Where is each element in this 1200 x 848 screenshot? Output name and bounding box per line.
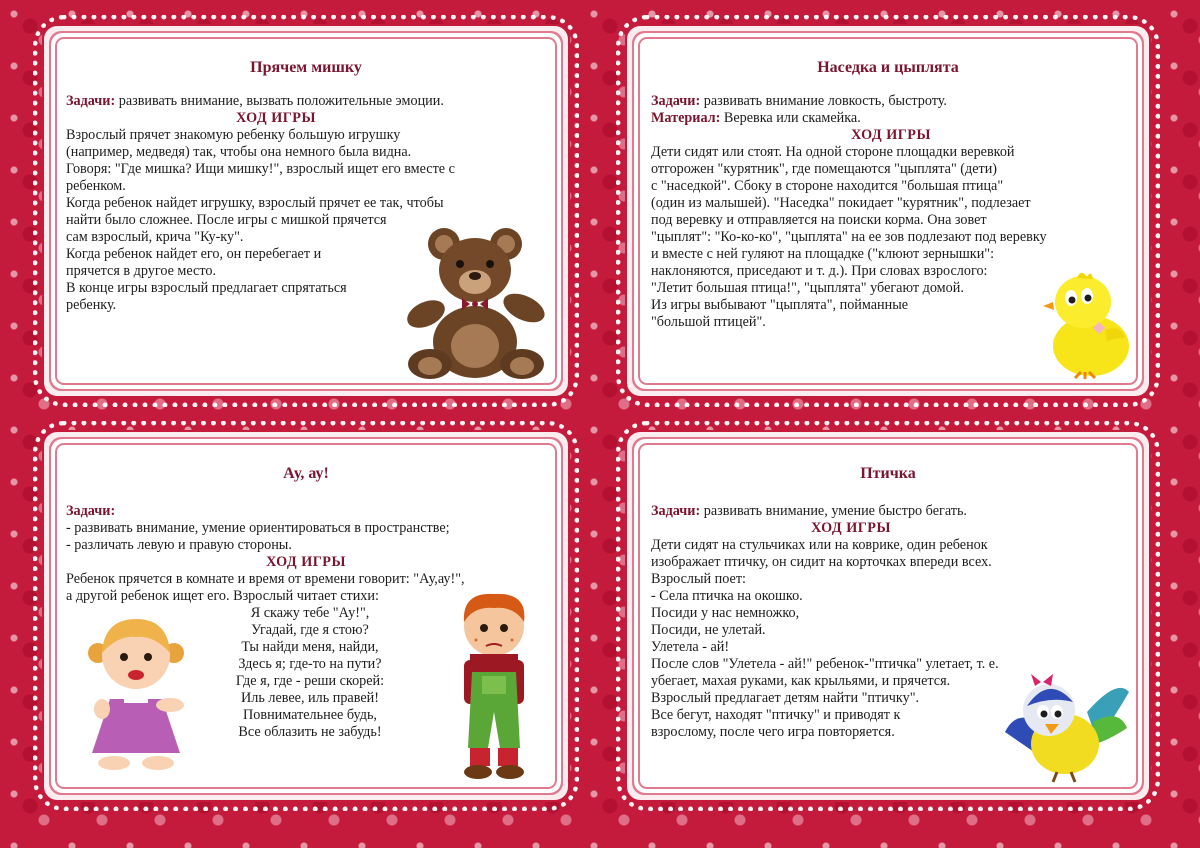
body-line: В конце игры взрослый предлагает спрятаться (66, 280, 347, 296)
tasks-text: развивать внимание, вызвать положительные эмоции. (115, 93, 444, 109)
tasks-text: развивать внимание, умение быстро бегать. (700, 503, 967, 519)
tasks-line (66, 93, 486, 110)
body-line: Дети сидят или стоят. На одной стороне площадки веревкой (651, 144, 1015, 160)
body-line: а другой ребенок ищет его. Взрослый читает стихи: (66, 588, 379, 604)
girl-image (84, 613, 188, 773)
poem-line: Я скажу тебе "Ау!", (250, 605, 370, 621)
body-line: (например, медведя) так, чтобы она немного была видна. (66, 144, 412, 160)
poem-line: Угадай, где я стою? (251, 622, 369, 638)
tasks-line (651, 93, 1131, 110)
poem (210, 605, 410, 741)
body-line: Взрослый прячет знакомую ребенку большую игрушку (66, 127, 401, 143)
body-line: ребенку. (66, 297, 117, 313)
game-progress-heading: ХОД ИГРЫ (266, 554, 346, 570)
body-line: ребенком. (66, 178, 126, 194)
card-title: Птичка (860, 465, 916, 482)
body-line: сам взрослый, крича "Ку-ку". (66, 229, 244, 245)
body-line: под веревку и отправляется на поиски корма. Она зовет (651, 212, 987, 228)
body-line: Взрослый поет: (651, 571, 746, 587)
card-title: Ау, ау! (283, 465, 329, 482)
body-line: наклоняются, приседают и т. д.). При словах взрослого: (651, 263, 988, 279)
body-line: и вместе с ней гуляют на площадке ("клюют зернышки": (651, 246, 995, 262)
body-line: найти было сложнее. После игры с мишкой прячется (66, 212, 387, 228)
body-line: Улетела - ай! (651, 639, 730, 655)
body-line: отгорожен "курятник", где помещаются "цыплята" (дети) (651, 161, 998, 177)
material-text: Веревка или скамейка. (720, 110, 861, 126)
game-progress-heading: ХОД ИГРЫ (851, 127, 931, 143)
material-label: Материал: (651, 110, 721, 126)
poem-line: Иль левее, иль правей! (241, 690, 379, 706)
body-line: Все бегут, находят "птичку" и приводят к (651, 707, 901, 723)
body-line: Ребенок прячется в комнате и время от времени говорит: "Ау,ау!", (66, 571, 465, 587)
tasks-label: Задачи: (66, 93, 116, 109)
boy-image (444, 588, 544, 782)
body-line: взрослому, после чего игра повторяется. (651, 724, 895, 740)
tasks-line (651, 503, 1051, 520)
body-line: Взрослый предлагает детям найти "птичку". (651, 690, 920, 706)
tasks-label: Задачи: (651, 93, 701, 109)
body-line: - Села птичка на окошко. (651, 588, 803, 604)
poem-line: Ты найди меня, найди, (241, 639, 379, 655)
body-line: изображает птичку, он сидит на корточках впереди всех. (651, 554, 992, 570)
game-card-hide-bear (60, 42, 552, 380)
body-line: "цыплят": "Ко-ко-ко", "цыплята" на ее зов подлезают под веревку (651, 229, 1047, 245)
body-line: Говоря: "Где мишка? Ищи мишку!", взрослый ищет его вместе с (66, 161, 455, 177)
game-card-bird (643, 448, 1133, 784)
body-line: После слов "Улетела - ай!" ребенок-"птичка" улетает, т. е. (651, 656, 999, 672)
tasks-text: развивать внимание ловкость, быстроту. (700, 93, 947, 109)
body-line: "большой птицей". (651, 314, 766, 330)
task-item: - развивать внимание, умение ориентироваться в пространстве; (66, 520, 450, 536)
chick-image (1041, 268, 1133, 380)
body-line: убегает, махая руками, как крыльями, и прячется. (651, 673, 951, 689)
card-title: Наседка и цыплята (817, 59, 959, 76)
game-card-au-au (60, 448, 552, 784)
game-progress-heading: ХОД ИГРЫ (236, 110, 316, 126)
tasks-label: Задачи: (66, 503, 116, 519)
poem-line: Все облазить не забудь! (238, 724, 382, 740)
game-progress-heading: ХОД ИГРЫ (811, 520, 891, 536)
poem-line: Здесь я; где-то на пути? (238, 656, 382, 672)
body-line: прячется в другое место. (66, 263, 217, 279)
poem-line: Где я, где - реши скорей: (235, 673, 385, 689)
body-line: Когда ребенок найдет его, он перебегает и (66, 246, 322, 262)
body-line: Когда ребенок найдет игрушку, взрослый прячет ее так, чтобы (66, 195, 444, 211)
body-line: (один из малышей). "Наседка" покидает "курятник", подлезает (651, 195, 1031, 211)
material-line (651, 110, 1131, 127)
task-item: - различать левую и правую стороны. (66, 537, 292, 553)
body-line: Из игры выбывают "цыплята", пойманные (651, 297, 909, 313)
body-line: Посиди у нас немножко, (651, 605, 800, 621)
body-line: Дети сидят на стульчиках или на коврике, один ребенок (651, 537, 988, 553)
bird-image (1001, 668, 1133, 784)
teddy-bear-image (400, 224, 550, 380)
body-line: Посиди, не улетай. (651, 622, 766, 638)
poem-line: Повнимательнее будь, (243, 707, 377, 723)
game-card-hen-and-chicks (643, 42, 1133, 380)
body-line: "Летит большая птица!", "цыплята" убегают домой. (651, 280, 964, 296)
body-line: с "наседкой". Сбоку в стороне находится "большая птица" (651, 178, 1004, 194)
card-body (651, 503, 1051, 741)
card-title: Прячем мишку (250, 59, 362, 76)
tasks-label: Задачи: (651, 503, 701, 519)
